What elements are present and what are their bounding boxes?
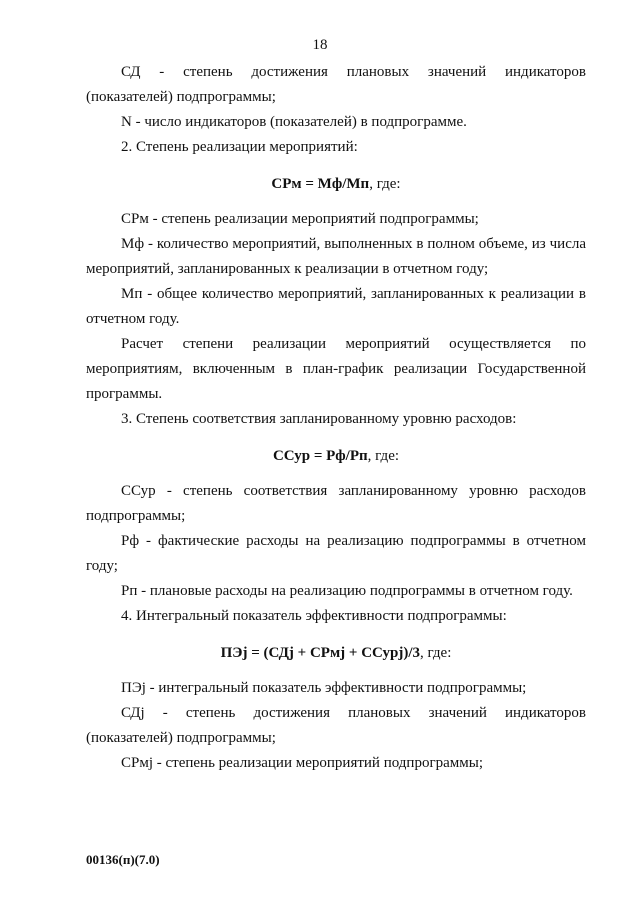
heading-item-4: 4. Интегральный показатель эффективности подпрограммы: (121, 608, 507, 624)
paragraph-sd-definition: СД - степень достижения плановых значений индикаторов (показателей) подпрограммы; (86, 64, 586, 105)
paragraph-sdj-definition: СДj - степень достижения плановых значений индикаторов (показателей) подпрограммы; (86, 705, 586, 746)
paragraph-rp-definition: Рп - плановые расходы на реализацию подпрограммы в отчетном году. (121, 583, 573, 599)
formula-ssur-tail: , где: (367, 448, 400, 464)
heading-item-2: 2. Степень реализации мероприятий: (121, 139, 358, 155)
formula-srm-tail: , где: (369, 176, 401, 192)
paragraph-pej-definition: ПЭj - интегральный показатель эффективности подпрограммы; (121, 680, 527, 696)
formula-pej-expression: ПЭj = (СДj + СРмj + ССурj)/3 (220, 645, 420, 661)
heading-item-3: 3. Степень соответствия запланированному уровню расходов: (121, 411, 517, 427)
formula-srm-expression: СРм = Мф/Мп (271, 176, 370, 192)
document-body (86, 60, 586, 776)
paragraph-srmj-definition: СРмj - степень реализации мероприятий подпрограммы; (121, 755, 483, 771)
formula-srm (86, 172, 586, 197)
paragraph-ssur-definition: ССур - степень соответствия запланированному уровню расходов подпрограммы; (86, 483, 586, 524)
paragraph-srm-definition: СРм - степень реализации мероприятий подпрограммы; (121, 211, 479, 227)
page-number: 18 (312, 37, 328, 53)
formula-ssur-expression: ССур = Рф/Рп (272, 448, 368, 464)
paragraph-mp-definition: Мп - общее количество мероприятий, запланированных к реализации в отчетном году. (86, 286, 586, 327)
paragraph-rf-definition: Рф - фактические расходы на реализацию подпрограммы в отчетном году; (86, 533, 586, 574)
formula-pej (86, 641, 586, 666)
paragraph-mf-definition: Мф - количество мероприятий, выполненных в полном объеме, из числа мероприятий, запланированных к реализации в отчетном году; (86, 236, 586, 277)
paragraph-calculation-note: Расчет степени реализации мероприятий осуществляется по мероприятиям, включенным в план-график реализации Государственной программы. (86, 336, 586, 402)
document-code-footer: 00136(п)(7.0) (86, 852, 160, 867)
paragraph-n-definition: N - число индикаторов (показателей) в подпрограмме. (121, 114, 467, 130)
formula-ssur (86, 444, 586, 469)
formula-pej-tail: , где: (420, 645, 452, 661)
